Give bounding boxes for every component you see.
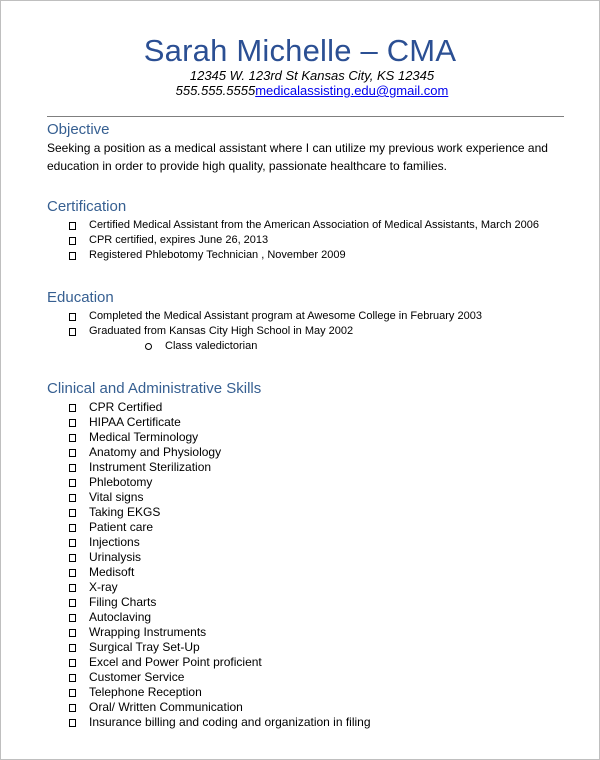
objective-heading: Objective <box>47 121 110 138</box>
square-bullet-icon <box>69 449 76 457</box>
list-item-text: Medisoft <box>89 565 135 579</box>
square-bullet-icon <box>69 434 76 442</box>
list-item <box>47 520 371 535</box>
list-item-text: CPR Certified <box>89 400 163 414</box>
list-item-text: HIPAA Certificate <box>89 415 181 429</box>
list-item-text: Oral/ Written Communication <box>89 700 243 714</box>
objective-text: Seeking a position as a medical assistant where I can utilize my previous work experience and education in order to provide high quality, passionate healthcare to families. <box>47 141 548 173</box>
square-bullet-icon <box>69 404 76 412</box>
list-item <box>47 700 371 715</box>
square-bullet-icon <box>69 524 76 532</box>
list-item <box>47 430 371 445</box>
list-item-text: Customer Service <box>89 670 185 684</box>
square-bullet-icon <box>69 689 76 697</box>
square-bullet-icon <box>69 313 76 321</box>
certification-list <box>47 218 539 263</box>
list-item <box>47 233 539 248</box>
list-item-text: Urinalysis <box>89 550 142 564</box>
list-item-text: Graduated from Kansas City High School in May 2002 <box>89 325 354 337</box>
square-bullet-icon <box>69 554 76 562</box>
list-item-text: Excel and Power Point proficient <box>89 655 262 669</box>
list-item-text: Certified Medical Assistant from the American Association of Medical Assistants, March 2006 <box>89 219 539 231</box>
square-bullet-icon <box>69 509 76 517</box>
list-item-text: Insurance billing and coding and organization in filing <box>89 715 371 729</box>
list-item <box>47 309 482 324</box>
list-item <box>47 415 371 430</box>
square-bullet-icon <box>69 614 76 622</box>
square-bullet-icon <box>69 464 76 472</box>
square-bullet-icon <box>69 222 76 230</box>
phone-number: 555.555.5555 <box>175 83 256 98</box>
list-item <box>47 535 371 550</box>
skills-heading: Clinical and Administrative Skills <box>47 380 262 397</box>
square-bullet-icon <box>69 644 76 652</box>
list-item <box>89 339 482 354</box>
square-bullet-icon <box>69 659 76 667</box>
list-item-text: Registered Phlebotomy Technician , November 2009 <box>89 249 346 261</box>
square-bullet-icon <box>69 494 76 502</box>
square-bullet-icon <box>69 599 76 607</box>
list-item <box>47 565 371 580</box>
list-item-text: Completed the Medical Assistant program at Awesome College in February 2003 <box>89 310 482 322</box>
square-bullet-icon <box>69 237 76 245</box>
list-item-text: Wrapping Instruments <box>89 625 207 639</box>
list-item-text: Surgical Tray Set-Up <box>89 640 200 654</box>
education-list <box>47 309 482 354</box>
list-item-text: Medical Terminology <box>89 430 199 444</box>
education-heading: Education <box>47 289 114 306</box>
header-divider <box>47 116 564 117</box>
list-item-text: Instrument Sterilization <box>89 460 212 474</box>
list-item <box>47 218 539 233</box>
list-item <box>47 550 371 565</box>
list-item <box>47 445 371 460</box>
list-item-text: Anatomy and Physiology <box>89 445 222 459</box>
list-item-text: Class valedictorian <box>165 340 258 352</box>
list-item-text: Vital signs <box>89 490 144 504</box>
list-item <box>47 324 482 354</box>
square-bullet-icon <box>69 252 76 260</box>
list-item-text: Autoclaving <box>89 610 152 624</box>
list-item <box>47 248 539 263</box>
skills-list <box>47 400 371 730</box>
list-item <box>47 640 371 655</box>
circle-bullet-icon <box>145 343 152 350</box>
list-item-text: Telephone Reception <box>89 685 202 699</box>
list-item-text: X-ray <box>89 580 118 594</box>
list-item-text: Injections <box>89 535 140 549</box>
list-item <box>47 595 371 610</box>
street-address: 12345 W. 123rd St Kansas City, KS 12345 <box>189 68 435 83</box>
list-item <box>47 475 371 490</box>
list-item-text: Filing Charts <box>89 595 157 609</box>
list-item <box>47 505 371 520</box>
square-bullet-icon <box>69 719 76 727</box>
square-bullet-icon <box>69 539 76 547</box>
list-item <box>47 490 371 505</box>
list-item <box>47 670 371 685</box>
list-item <box>47 400 371 415</box>
square-bullet-icon <box>69 629 76 637</box>
list-item <box>47 655 371 670</box>
contact-line <box>0 83 600 98</box>
square-bullet-icon <box>69 419 76 427</box>
list-item-text: Phlebotomy <box>89 475 153 489</box>
list-item-text: CPR certified, expires June 26, 2013 <box>89 234 269 246</box>
list-item <box>47 580 371 595</box>
education-sub-list <box>89 339 482 354</box>
list-item <box>47 625 371 640</box>
square-bullet-icon <box>69 674 76 682</box>
list-item <box>47 685 371 700</box>
square-bullet-icon <box>69 569 76 577</box>
square-bullet-icon <box>69 328 76 336</box>
list-item <box>47 460 371 475</box>
list-item <box>47 610 371 625</box>
certification-heading: Certification <box>47 198 127 215</box>
list-item-text: Taking EKGS <box>89 505 161 519</box>
square-bullet-icon <box>69 479 76 487</box>
square-bullet-icon <box>69 704 76 712</box>
list-item <box>47 715 371 730</box>
email-link[interactable]: medicalassisting.edu@gmail.com <box>255 83 449 98</box>
square-bullet-icon <box>69 584 76 592</box>
candidate-name: Sarah Michelle – CMA <box>143 33 457 68</box>
list-item-text: Patient care <box>89 520 154 534</box>
